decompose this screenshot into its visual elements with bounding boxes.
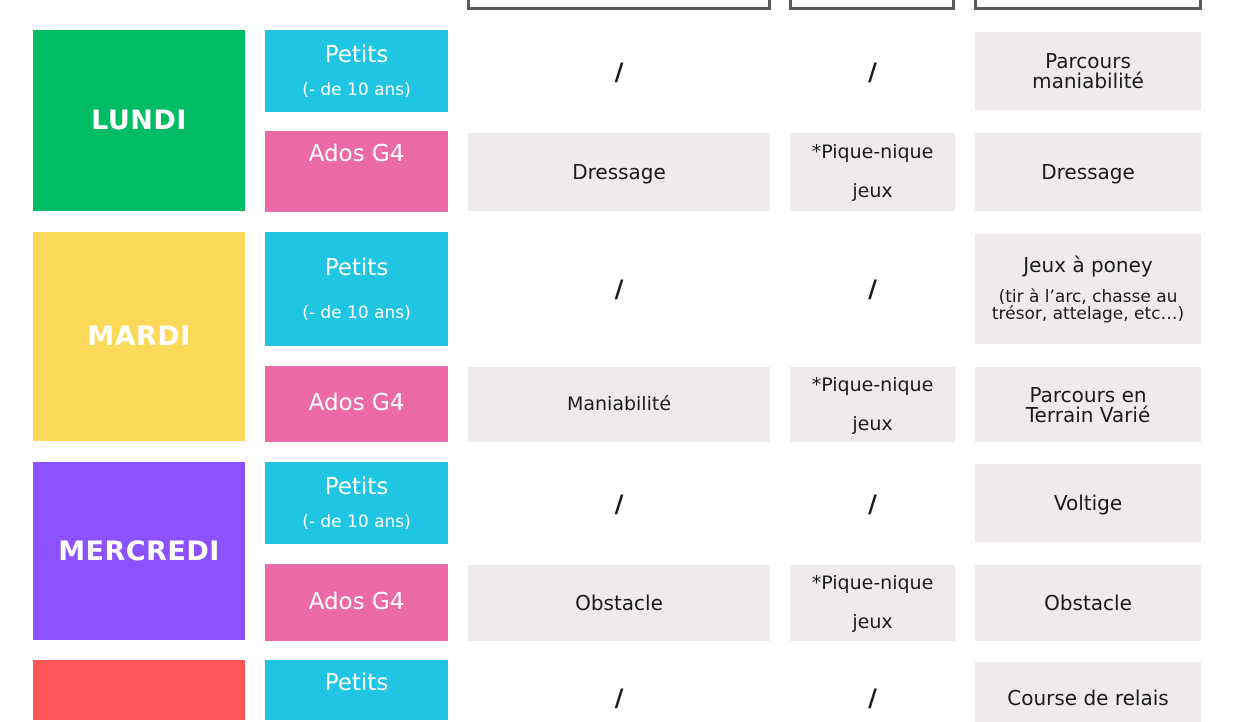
group-name: Petits bbox=[324, 474, 389, 501]
cell-text: / bbox=[868, 275, 877, 303]
column-header-3 bbox=[974, 0, 1202, 10]
group-name: Ados G4 bbox=[308, 588, 405, 615]
group-name: Petits bbox=[324, 670, 389, 696]
cell bbox=[790, 234, 955, 344]
cell bbox=[975, 662, 1201, 722]
group-petits bbox=[265, 462, 448, 544]
group-ados bbox=[265, 366, 448, 442]
cell bbox=[790, 133, 955, 211]
cell-text: jeux bbox=[852, 180, 893, 202]
cell-text: Obstacle bbox=[575, 591, 663, 615]
cell bbox=[975, 565, 1201, 641]
column-header-2 bbox=[789, 0, 955, 10]
cell-text: Dressage bbox=[1041, 160, 1135, 184]
group-age: (- de 10 ans) bbox=[302, 79, 411, 100]
cell-text: / bbox=[614, 275, 624, 303]
cell bbox=[975, 133, 1201, 211]
cell-text: / bbox=[868, 684, 877, 712]
cell bbox=[468, 133, 770, 211]
group-age: (- de 10 ans) bbox=[302, 302, 411, 323]
cell-text: / bbox=[868, 490, 877, 518]
cell-text: Dressage bbox=[572, 160, 666, 184]
cell-text: *Pique-nique bbox=[811, 141, 934, 163]
cell-text: jeux bbox=[852, 611, 893, 633]
group-petits bbox=[265, 660, 448, 720]
cell bbox=[975, 32, 1201, 110]
cell bbox=[975, 367, 1201, 442]
cell bbox=[790, 464, 955, 544]
cell-text: Obstacle bbox=[1044, 591, 1132, 615]
cell-text: / bbox=[614, 490, 624, 518]
column-header-1 bbox=[467, 0, 771, 10]
cell bbox=[975, 464, 1201, 542]
group-name: Petits bbox=[324, 255, 389, 282]
cell bbox=[468, 367, 770, 442]
cell-text: jeux bbox=[852, 412, 893, 435]
group-age: (- de 10 ans) bbox=[302, 511, 411, 532]
group-ados bbox=[265, 564, 448, 641]
day-mercredi bbox=[33, 462, 245, 640]
day-label: LUNDI bbox=[91, 105, 187, 136]
cell bbox=[468, 32, 770, 112]
cell-text: / bbox=[614, 58, 624, 86]
cell-text: Course de relais bbox=[1007, 686, 1169, 710]
cell-text: Jeux à poney bbox=[1023, 253, 1153, 277]
cell bbox=[468, 565, 770, 641]
group-petits bbox=[265, 232, 448, 346]
cell bbox=[790, 32, 955, 112]
cell-text: Parcours en Terrain Varié bbox=[1025, 382, 1151, 427]
day-label: MERCREDI bbox=[58, 535, 220, 567]
cell-text: *Pique-nique bbox=[811, 572, 934, 594]
cell bbox=[790, 662, 955, 722]
cell bbox=[790, 367, 955, 442]
day-lundi bbox=[33, 30, 245, 211]
day-mardi bbox=[33, 232, 245, 441]
day-jeudi bbox=[33, 660, 245, 720]
day-label: MARDI bbox=[87, 321, 191, 352]
cell bbox=[468, 234, 770, 344]
cell-text: *Pique-nique bbox=[811, 373, 934, 396]
group-petits bbox=[265, 30, 448, 112]
cell-subtext: (tir à l’arc, chasse au trésor, attelage, etc…) bbox=[991, 287, 1185, 324]
group-name: Petits bbox=[324, 42, 389, 69]
cell bbox=[468, 464, 770, 544]
group-name: Ados G4 bbox=[308, 390, 405, 417]
group-name: Ados G4 bbox=[308, 141, 405, 167]
cell bbox=[975, 234, 1201, 344]
cell-text: Parcours maniabilité bbox=[1032, 49, 1144, 93]
group-ados bbox=[265, 131, 448, 212]
cell-text: Maniabilité bbox=[566, 393, 672, 415]
cell bbox=[790, 565, 955, 641]
cell-text: Voltige bbox=[1053, 491, 1123, 515]
cell bbox=[468, 662, 770, 722]
cell-text: / bbox=[614, 684, 624, 712]
cell-text: / bbox=[868, 58, 877, 86]
